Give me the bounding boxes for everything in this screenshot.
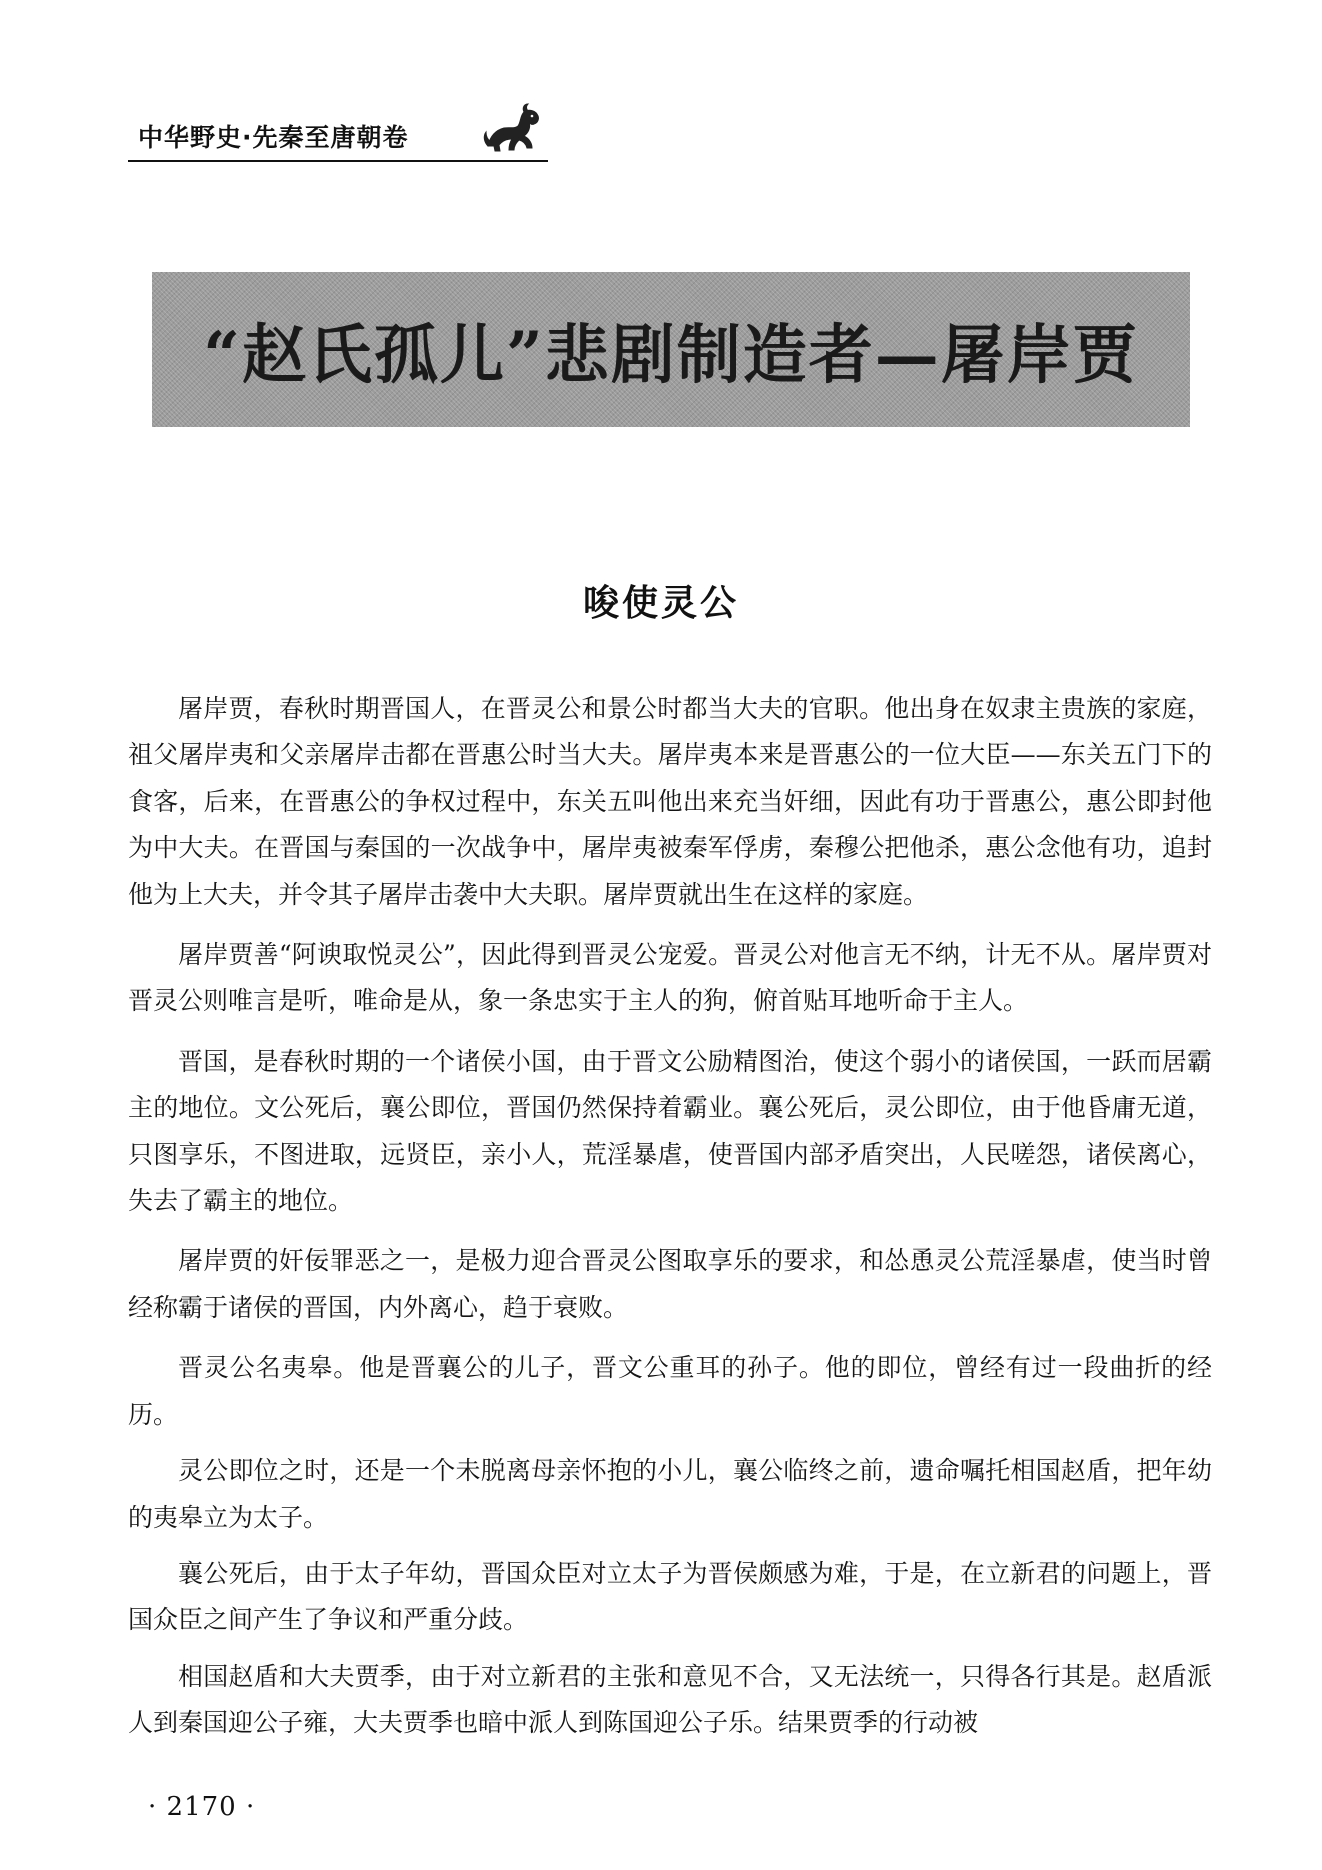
section-heading: 唆使灵公 [582, 583, 739, 624]
paragraph: 灵公即位之时，还是一个未脱离母亲怀抱的小儿，襄公临终之前，遗命嘱托相国赵盾，把年幼的夷皋立为太子。 [128, 1456, 1212, 1532]
paragraph: 相国赵盾和大夫贾季，由于对立新君的主张和意见不合，又无法统一，只得各行其是。赵盾派人到秦国迎公子雍，大夫贾季也暗中派人到陈国迎公子乐。结果贾季的行动被 [128, 1661, 1212, 1738]
paragraph: 屠岸贾，春秋时期晋国人，在晋灵公和景公时都当大夫的官职。他出身在奴隶主贵族的家庭，祖父屠岸夷和父亲屠岸击都在晋惠公时当大夫。屠岸夷本来是晋惠公的一位大臣——东关五门下的食客，后来，在晋惠公的争权过程中，东关五叫他出来充当奸细，因此有功于晋惠公，惠公即封他为中大夫。在晋国与秦国的一次战争中，屠岸夷被秦军俘虏，秦穆公把他杀，惠公念他有功，追封他为上大夫，并令其子屠岸击袭中大夫职。屠岸贾就出生在这样的家庭。 [128, 694, 1212, 909]
paragraph: 晋灵公名夷皋。他是晋襄公的儿子，晋文公重耳的孙子。他的即位，曾经有过一段曲折的经历。 [128, 1353, 1212, 1429]
running-header [128, 110, 548, 166]
paragraph: 屠岸贾的奸佞罪恶之一，是极力迎合晋灵公图取享乐的要求，和怂恿灵公荒淫暴虐，使当时曾经称霸于诸侯的晋国，内外离心，趋于衰败。 [128, 1246, 1212, 1322]
header-title: 中华野史·先秦至唐朝卷 [138, 123, 409, 152]
paragraph: 晋国，是春秋时期的一个诸侯小国，由于晋文公励精图治，使这个弱小的诸侯国，一跃而居霸主的地位。文公死后，襄公即位，晋国仍然保持着霸业。襄公死后，灵公即位，由于他昏庸无道，只图享乐，不图进取，远贤臣，亲小人，荒淫暴虐，使晋国内部矛盾突出，人民嗟怨，诸侯离心，失去了霸主的地位。 [128, 1046, 1212, 1216]
mythical-beast-icon [480, 102, 550, 162]
page-number: · 2170 · [148, 1792, 256, 1822]
body-text [128, 686, 1212, 1761]
paragraph: 屠岸贾善“阿谀取悦灵公”，因此得到晋灵公宠爱。晋灵公对他言无不纳，计无不从。屠岸贾对晋灵公则唯言是听，唯命是从，象一条忠实于主人的狗，俯首贴耳地听命于主人。 [128, 940, 1212, 1016]
paragraph: 襄公死后，由于太子年幼，晋国众臣对立太子为晋侯颇感为难，于是，在立新君的问题上，晋国众臣之间产生了争议和严重分歧。 [128, 1558, 1212, 1635]
chapter-title: “赵氏孤儿”悲剧制造者—屠岸贾 [203, 317, 1139, 393]
header-rule [128, 160, 548, 162]
chapter-title-banner [152, 272, 1190, 427]
